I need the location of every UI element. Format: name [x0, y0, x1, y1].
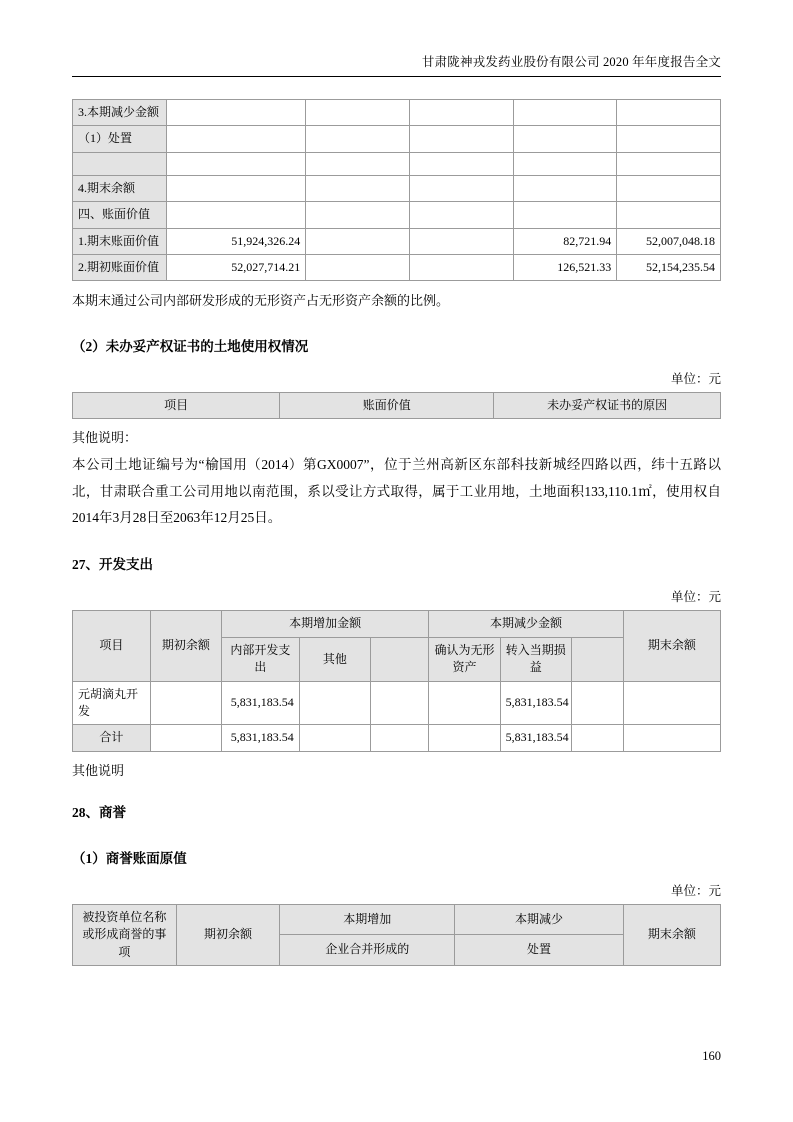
- land-use-right-paragraph: 本公司土地证编号为“榆国用（2014）第GX0007”，位于兰州高新区东部科技新城经四路以西，纬十五路以北，甘肃联合重工公司用地以南范围，系以受让方式取得，属于工业用地，土地面积133,110.1㎡，使用权自2014年3月28日至2063年12月25日。: [72, 457, 721, 526]
- unit-label-goodwill: 单位：元: [670, 883, 721, 898]
- unit-label-land: 单位：元: [670, 372, 721, 387]
- column-header-business-combination: 企业合并形成的: [280, 935, 455, 966]
- row-value: [409, 228, 513, 254]
- row-increase-blank: [371, 725, 429, 751]
- row-to-intangible: [429, 681, 500, 725]
- column-header-other-increase: 其他: [299, 637, 370, 681]
- header-title: 甘肃陇神戎发药业股份有限公司 2020 年年度报告全文: [421, 55, 721, 69]
- column-header-decrease-blank: [571, 637, 623, 681]
- section-title-land-use-right: （2）未办妥产权证书的土地使用权情况: [72, 339, 309, 355]
- row-value: [513, 152, 617, 175]
- section-title-goodwill: 28、商誉: [72, 804, 126, 820]
- subsection-title-goodwill-original-value: （1）商誉账面原值: [72, 850, 187, 866]
- table-row: [73, 126, 721, 152]
- column-header-increase-group: 本期增加: [280, 904, 455, 935]
- intangible-assets-table-wrap: [72, 99, 721, 281]
- intangible-assets-table: [72, 99, 721, 281]
- column-header-to-intangible: 确认为无形资产: [429, 637, 500, 681]
- other-description-label-land: 其他说明：: [72, 430, 138, 446]
- row-value: 82,721.94: [513, 228, 617, 254]
- column-header-reason: 未办妥产权证书的原因: [494, 393, 721, 419]
- row-value: [617, 202, 721, 228]
- table-row: [73, 254, 721, 280]
- column-header-disposal: 处置: [455, 935, 623, 966]
- row-value: [306, 152, 410, 175]
- row-other-increase: [299, 725, 370, 751]
- row-decrease-blank: [571, 681, 623, 725]
- table-header-row: [73, 904, 721, 935]
- unit-label-dev: 单位：元: [670, 590, 721, 605]
- row-value: [306, 254, 410, 280]
- column-header-closing: 期末余额: [623, 904, 720, 965]
- row-to-profit-loss: 5,831,183.54: [500, 725, 571, 751]
- page-header: [72, 0, 721, 70]
- row-value: [617, 126, 721, 152]
- row-value: [409, 175, 513, 201]
- row-internal-dev: 5,831,183.54: [222, 681, 300, 725]
- row-value: [409, 100, 513, 126]
- row-value: 52,007,048.18: [617, 228, 721, 254]
- row-increase-blank: [371, 681, 429, 725]
- table-row: [73, 175, 721, 201]
- row-value: [166, 126, 305, 152]
- row-closing: [623, 725, 720, 751]
- row-value: [166, 202, 305, 228]
- column-header-closing: 期末余额: [623, 611, 720, 681]
- column-header-increase-group: 本期增加金额: [222, 611, 429, 637]
- table-row: [73, 725, 721, 751]
- land-use-right-table: [72, 392, 721, 419]
- row-value: [617, 175, 721, 201]
- row-opening: [150, 725, 221, 751]
- row-value: [306, 228, 410, 254]
- row-to-intangible: [429, 725, 500, 751]
- row-closing: [623, 681, 720, 725]
- row-label: 3.本期减少金额: [73, 100, 167, 126]
- header-divider: [72, 76, 721, 77]
- table-row: [73, 681, 721, 725]
- table-row: [73, 100, 721, 126]
- row-value: [617, 152, 721, 175]
- row-other-increase: [299, 681, 370, 725]
- row-value: [409, 202, 513, 228]
- row-value: [166, 152, 305, 175]
- row-label: 四、账面价值: [73, 202, 167, 228]
- column-header-decrease-group: 本期减少: [455, 904, 623, 935]
- row-value: [513, 175, 617, 201]
- row-value: [306, 202, 410, 228]
- row-value: [306, 126, 410, 152]
- row-to-profit-loss: 5,831,183.54: [500, 681, 571, 725]
- row-value: 51,924,326.24: [166, 228, 305, 254]
- row-value: 126,521.33: [513, 254, 617, 280]
- row-value: [409, 152, 513, 175]
- section-title-development-expenditure: 27、开发支出: [72, 557, 153, 573]
- row-decrease-blank: [571, 725, 623, 751]
- row-value: [409, 254, 513, 280]
- column-header-decrease-group: 本期减少金额: [429, 611, 623, 637]
- row-label: 2.期初账面价值: [73, 254, 167, 280]
- development-expenditure-table: [72, 610, 721, 751]
- column-header-item: 项目: [73, 611, 151, 681]
- column-header-internal-dev: 内部开发支出: [222, 637, 300, 681]
- column-header-item: 项目: [73, 393, 280, 419]
- row-value: 52,154,235.54: [617, 254, 721, 280]
- row-value: [166, 100, 305, 126]
- row-label: 1.期末账面价值: [73, 228, 167, 254]
- table-header-row: [73, 611, 721, 637]
- row-value: [513, 202, 617, 228]
- column-header-opening: 期初余额: [176, 904, 280, 965]
- row-value: [166, 175, 305, 201]
- column-header-increase-blank: [371, 637, 429, 681]
- row-value: [306, 175, 410, 201]
- page-number: 160: [702, 1049, 721, 1063]
- row-value: [409, 126, 513, 152]
- goodwill-table: [72, 904, 721, 966]
- column-header-opening: 期初余额: [150, 611, 221, 681]
- row-label: （1）处置: [73, 126, 167, 152]
- row-label: [73, 152, 167, 175]
- row-item-name: 元胡滴丸开发: [73, 681, 151, 725]
- table-header-row: [73, 393, 721, 419]
- intangible-ratio-note: 本期末通过公司内部研发形成的无形资产占无形资产余额的比例。: [72, 293, 450, 309]
- table-row: [73, 152, 721, 175]
- column-header-to-profit-loss: 转入当期损益: [500, 637, 571, 681]
- column-header-investee: 被投资单位名称或形成商誉的事项: [73, 904, 177, 965]
- row-value: [513, 100, 617, 126]
- other-description-label-dev: 其他说明: [72, 762, 125, 778]
- row-label: 4.期末余额: [73, 175, 167, 201]
- row-internal-dev: 5,831,183.54: [222, 725, 300, 751]
- row-value: [306, 100, 410, 126]
- column-header-book-value: 账面价值: [280, 393, 494, 419]
- row-value: [513, 126, 617, 152]
- row-value: [617, 100, 721, 126]
- row-opening: [150, 681, 221, 725]
- table-row: [73, 228, 721, 254]
- row-item-name: 合计: [73, 725, 151, 751]
- row-value: 52,027,714.21: [166, 254, 305, 280]
- table-row: [73, 202, 721, 228]
